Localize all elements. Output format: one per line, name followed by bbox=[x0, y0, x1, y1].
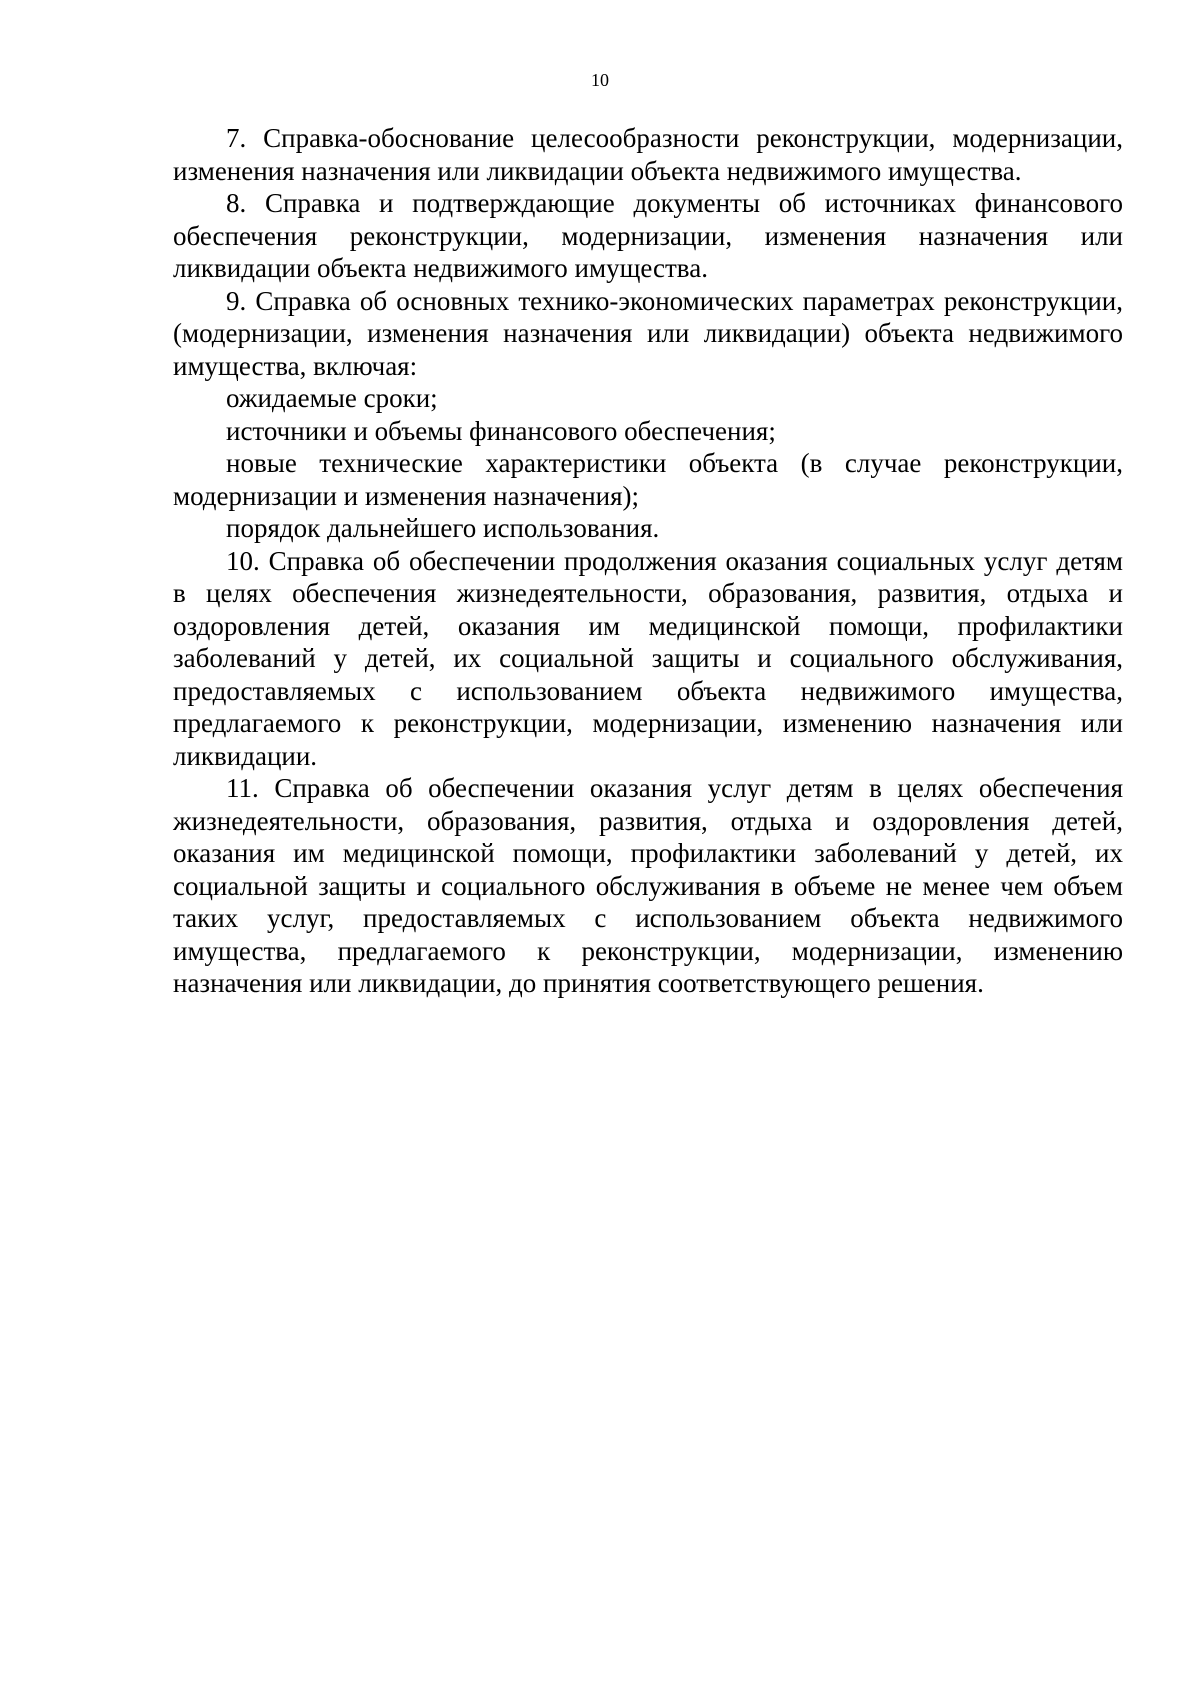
paragraph-item-11: 11. Справка об обеспечении оказания услуг детям в целях обеспечения жизнедеятельности, образования, развития, отдыха и оздоровления детей, оказания им медицинской помощи, профилактики заболеваний у детей, их социальной защиты и социального обслуживания в объеме не менее чем объем таких услуг, предоставляемых с использованием объекта недвижимого имущества, предлагаемого к реконструкции, модернизации, изменению назначения или ликвидации, до принятия соответствующего решения. bbox=[173, 773, 1123, 998]
paragraph-item-10: 10. Справка об обеспечении продолжения оказания социальных услуг детям в целях обеспечения жизнедеятельности, образования, развития, отдыха и оздоровления детей, оказания им медицинской помощи, профилактики заболеваний у детей, их социальной защиты и социального обслуживания, предоставляемых с использованием объекта недвижимого имущества, предлагаемого к реконструкции, модернизации, изменению назначения или ликвидации. bbox=[173, 545, 1123, 771]
list-item-further-use: порядок дальнейшего использования. bbox=[226, 513, 660, 543]
paragraph-item-9: 9. Справка об основных технико-экономических параметрах реконструкции, (модернизации, изменения назначения или ликвидации) объекта недвижимого имущества, включая: bbox=[173, 285, 1123, 381]
paragraph-item-8: 8. Справка и подтверждающие документы об источниках финансового обеспечения реконструкции, модернизации, изменения назначения или ликвидации объекта недвижимого имущества. bbox=[173, 188, 1123, 283]
list-item-expected-terms: ожидаемые сроки; bbox=[226, 383, 438, 413]
document-body bbox=[173, 122, 1123, 1000]
page-number: 10 bbox=[591, 70, 609, 90]
list-item-new-characteristics: новые технические характеристики объекта (в случае реконструкции, модернизации и изменения назначения); bbox=[173, 448, 1123, 511]
list-item-funding-sources: источники и объемы финансового обеспечения; bbox=[226, 415, 776, 446]
paragraph-item-7: 7. Справка-обоснование целесообразности реконструкции, модернизации, изменения назначения или ликвидации объекта недвижимого имущества. bbox=[173, 123, 1123, 186]
